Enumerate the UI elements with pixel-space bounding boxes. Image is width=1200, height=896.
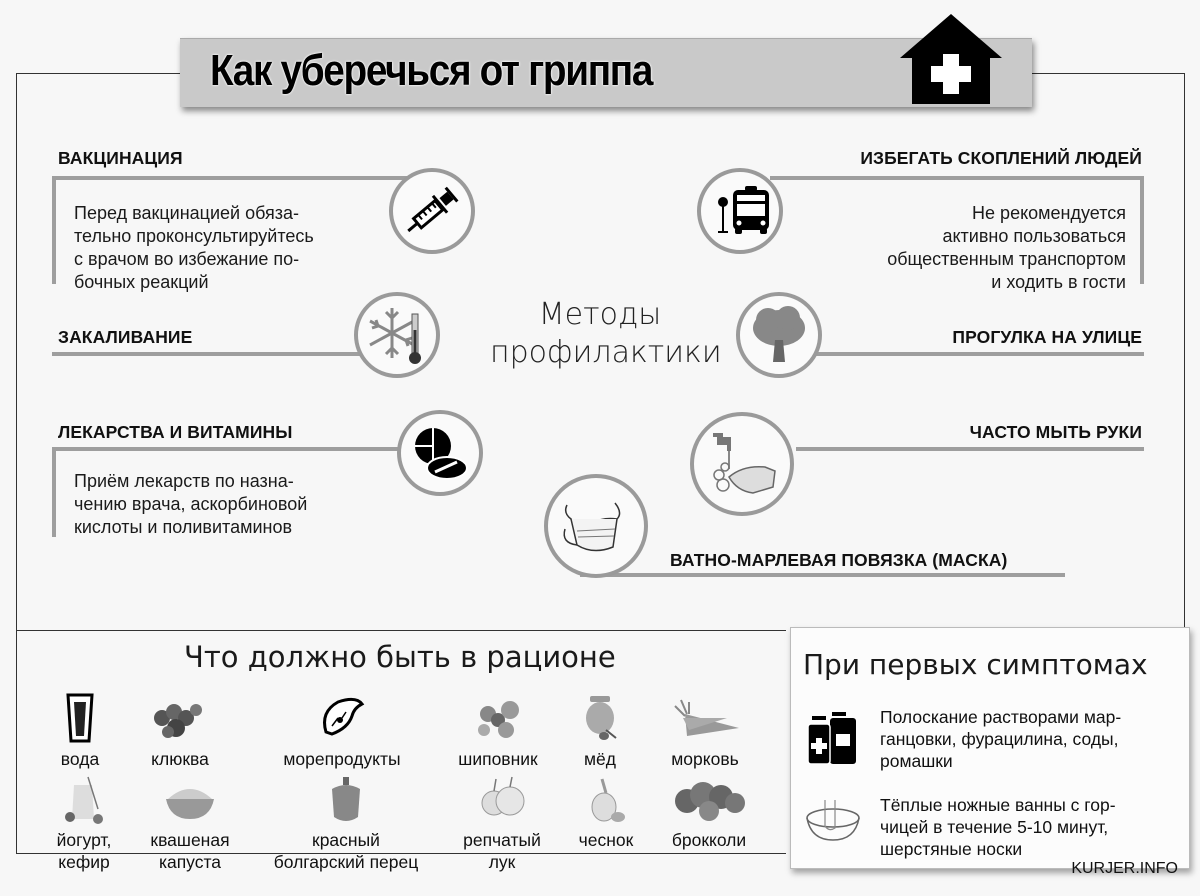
method-circle-medicines xyxy=(397,410,483,496)
food-label-line1: брокколи xyxy=(671,830,747,850)
food-label-line1: репчатый xyxy=(463,830,541,850)
syringe-icon xyxy=(397,176,467,246)
food-label: шиповник xyxy=(458,749,538,769)
sauerkraut-bowl-icon xyxy=(160,775,220,825)
method-heading-mask: ВАТНО-МАРЛЕВАЯ ПОВЯЗКА (МАСКА) xyxy=(670,550,1008,570)
food-item-yogurt xyxy=(44,775,124,873)
description-line: Приём лекарств по назна- xyxy=(74,471,294,491)
food-item-cranberry xyxy=(140,692,220,770)
frame-top-left-line xyxy=(16,73,186,74)
tree-icon xyxy=(744,300,814,370)
method-description-avoid-crowds xyxy=(887,202,1126,294)
honey-pot-icon xyxy=(580,692,620,744)
connector-line xyxy=(52,176,407,180)
bus-stop-icon xyxy=(705,176,775,246)
symptom-item-rinsing xyxy=(880,706,1121,772)
connector-line xyxy=(52,176,56,284)
frame-top-right-line xyxy=(1032,73,1185,74)
source-brand: KURJER.INFO xyxy=(1071,860,1178,877)
symptom-line: ганцовки, фурацилина, соды, xyxy=(880,729,1119,749)
food-item-water xyxy=(50,692,110,770)
description-line: бочных реакций xyxy=(74,272,209,292)
food-item-carrot xyxy=(660,692,750,770)
food-item-bell-pepper xyxy=(256,775,436,873)
carrot-icon xyxy=(667,692,743,744)
method-heading-walk-outside: ПРОГУЛКА НА УЛИЦЕ xyxy=(952,327,1142,347)
food-label-line1: красный xyxy=(312,830,380,850)
bell-pepper-icon xyxy=(326,775,366,825)
description-line: общественным транспортом xyxy=(887,249,1126,269)
food-label-line1: квашеная xyxy=(150,830,230,850)
description-line: кислоты и поливитаминов xyxy=(74,517,293,537)
food-label: клюква xyxy=(151,749,209,769)
connector-line xyxy=(810,352,1144,356)
food-item-sauerkraut xyxy=(140,775,240,873)
food-item-honey xyxy=(570,692,630,770)
method-circle-vaccination xyxy=(389,168,475,254)
onion-icon xyxy=(474,775,530,825)
food-label: морепродукты xyxy=(283,749,401,769)
methods-center-title xyxy=(490,296,722,372)
description-line: Перед вакцинацией обяза- xyxy=(74,203,299,223)
face-mask-icon xyxy=(553,483,639,569)
frame-left-line xyxy=(16,73,17,853)
foot-bath-icon xyxy=(803,796,863,846)
method-circle-avoid-crowds xyxy=(697,168,783,254)
broccoli-icon xyxy=(671,775,747,825)
method-heading-avoid-crowds: ИЗБЕГАТЬ СКОПЛЕНИЙ ЛЮДЕЙ xyxy=(860,148,1142,168)
method-circle-wash-hands xyxy=(690,412,794,516)
description-line: с врачом во избежание по- xyxy=(74,249,300,269)
description-line: чению врача, аскорбиновой xyxy=(74,494,308,514)
food-item-garlic xyxy=(566,775,646,851)
connector-line xyxy=(1140,176,1144,284)
symptom-line: Тёплые ножные ванны с гор- xyxy=(880,795,1116,815)
snowflake-thermometer-icon xyxy=(362,300,432,370)
food-item-broccoli xyxy=(664,775,754,851)
food-label: мёд xyxy=(584,749,616,769)
connector-line xyxy=(52,447,56,537)
food-item-rosehip xyxy=(448,692,548,770)
method-circle-hardening xyxy=(354,292,440,378)
description-line: Не рекомендуется xyxy=(972,203,1126,223)
food-item-seafood xyxy=(272,692,412,770)
hand-washing-icon xyxy=(699,421,785,507)
page-title: Как уберечься от гриппа xyxy=(210,46,653,95)
food-label: морковь xyxy=(671,749,739,769)
pills-icon xyxy=(405,418,475,488)
symptoms-title: При первых симптомах xyxy=(803,648,1148,681)
rosehip-icon xyxy=(468,692,528,744)
description-line: и ходить в гости xyxy=(991,272,1126,292)
symptom-line: ромашки xyxy=(880,751,953,771)
house-medical-cross-icon xyxy=(898,12,1004,106)
description-line: активно пользоваться xyxy=(942,226,1126,246)
food-label-line2: лук xyxy=(488,852,516,872)
frame-right-line xyxy=(1184,73,1185,633)
symptom-item-foot-bath xyxy=(880,794,1116,860)
food-label-line1: йогурт, xyxy=(56,830,112,850)
description-line: тельно проконсультируйтесь xyxy=(74,226,314,246)
center-title-line1: Методы xyxy=(538,297,662,332)
food-label-line2: кефир xyxy=(58,852,110,872)
food-item-onion xyxy=(452,775,552,873)
symptom-line: чицей в течение 5-10 минут, xyxy=(880,817,1109,837)
connector-line xyxy=(580,573,1065,577)
method-heading-hardening: ЗАКАЛИВАНИЕ xyxy=(58,327,193,347)
diet-section-title: Что должно быть в рационе xyxy=(184,640,616,674)
method-heading-wash-hands: ЧАСТО МЫТЬ РУКИ xyxy=(969,422,1142,442)
method-description-vaccination xyxy=(74,202,314,294)
yogurt-jug-icon xyxy=(62,775,106,825)
symptom-line: Полоскание растворами мар- xyxy=(880,707,1122,727)
fish-steak-icon xyxy=(316,692,368,744)
food-label-line2: капуста xyxy=(158,852,222,872)
connector-line xyxy=(52,352,362,356)
medicine-bottles-icon xyxy=(806,710,858,766)
food-label-line2: болгарский перец xyxy=(273,852,419,872)
connector-line xyxy=(796,447,1144,451)
method-heading-medicines: ЛЕКАРСТВА И ВИТАМИНЫ xyxy=(58,422,293,442)
center-title-line2: профилактики xyxy=(490,335,722,370)
connector-line xyxy=(770,176,1144,180)
method-circle-mask xyxy=(544,474,648,578)
glass-of-water-icon xyxy=(65,692,95,744)
method-description-medicines xyxy=(74,470,307,539)
food-label: вода xyxy=(60,749,100,769)
section-divider xyxy=(16,630,786,631)
method-circle-walk-outside xyxy=(736,292,822,378)
food-label-line1: чеснок xyxy=(578,830,634,850)
garlic-icon xyxy=(584,775,628,825)
connector-line xyxy=(52,447,407,451)
symptom-line: шерстяные носки xyxy=(880,839,1023,859)
method-heading-vaccination: ВАКЦИНАЦИЯ xyxy=(58,148,183,168)
cranberry-icon xyxy=(148,692,212,744)
